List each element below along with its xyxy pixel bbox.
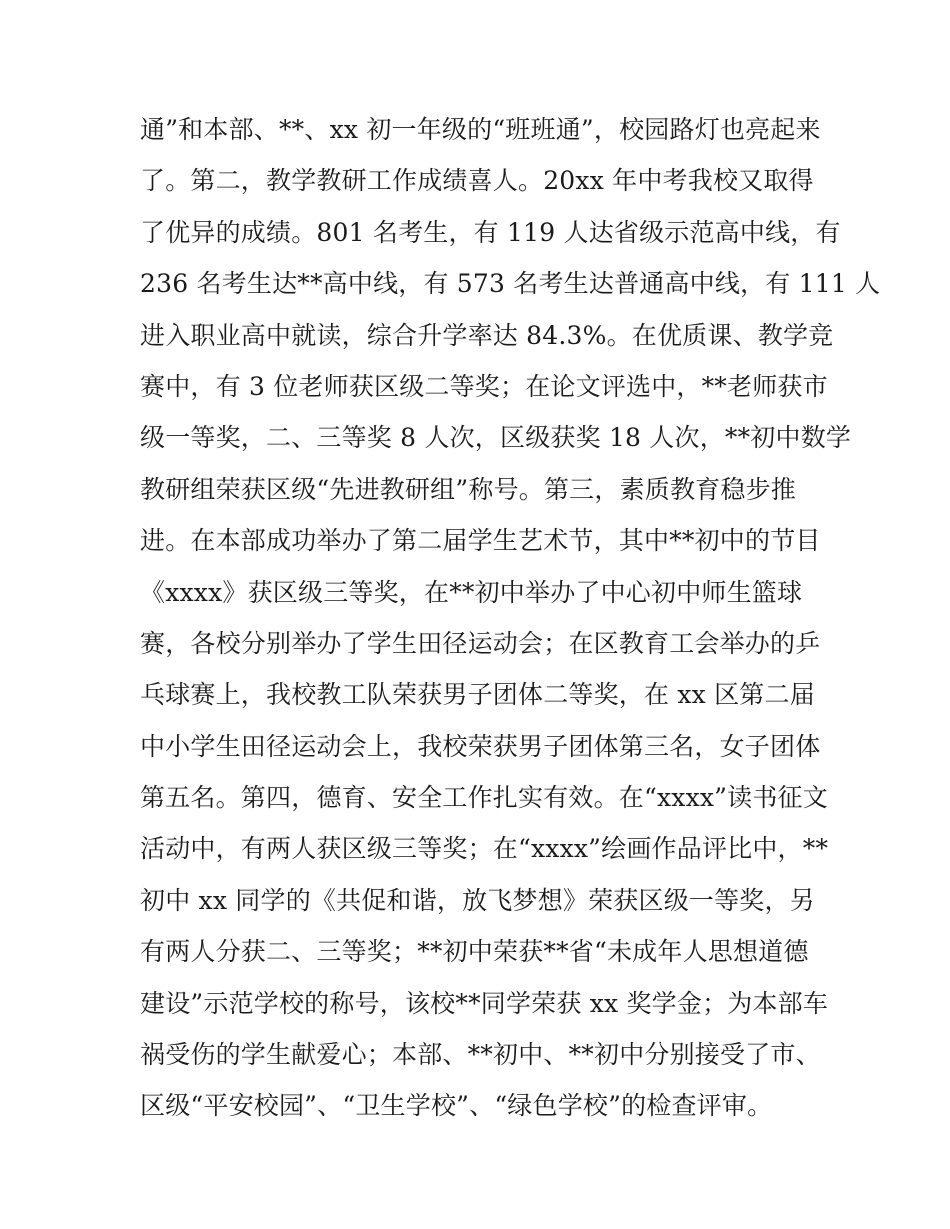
text-line: 祸受伤的学生献爱心；本部、**初中、**初中分别接受了市、 [140, 1040, 821, 1070]
text-line: 级一等奖，二、三等奖 8 人次，区级获奖 18 人次，**初中数学 [140, 423, 852, 453]
text-line: 建设”示范学校的称号，该校**同学荣获 xx 奖学金；为本部车 [140, 988, 829, 1018]
text-line: 236 名考生达**高中线，有 573 名考生达普通高中线，有 111 人 [140, 269, 881, 299]
text-line: 活动中，有两人获区级三等奖；在“xxxx”绘画作品评比中，** [140, 834, 829, 864]
text-line: 赛中，有 3 位老师获区级二等奖；在论文评选中，**老师获市 [140, 371, 828, 401]
text-line: 教研组荣获区级“先进教研组”称号。第三，素质教育稳步推 [140, 474, 796, 504]
text-line: 第五名。第四，德育、安全工作扎实有效。在“xxxx”读书征文 [140, 783, 828, 813]
text-line: 进入职业高中就读，综合升学率达 84.3%。在优质课、教学竞 [140, 320, 834, 350]
text-line: 区级“平安校园”、“卫生学校”、“绿色学校”的检查评审。 [140, 1091, 773, 1121]
text-line: 了。第二，教学教研工作成绩喜人。20xx 年中考我校又取得 [140, 166, 814, 196]
text-line: 中小学生田径运动会上，我校荣获男子团体第三名，女子团体 [140, 731, 821, 761]
text-line: 通”和本部、**、xx 初一年级的“班班通”，校园路灯也亮起来 [140, 115, 821, 144]
text-line: 进。在本部成功举办了第二届学生艺术节，其中**初中的节目 [140, 526, 821, 556]
text-line: 赛，各校分别举办了学生田径运动会；在区教育工会举办的乒 [140, 628, 821, 658]
text-line: 《xxxx》获区级三等奖，在**初中举办了中心初中师生篮球 [140, 577, 803, 607]
text-line: 初中 xx 同学的《共促和谐，放飞梦想》荣获区级一等奖，另 [140, 885, 815, 915]
body-paragraph [140, 104, 881, 1132]
text-line: 有两人分获二、三等奖；**初中荣获**省“未成年人思想道德 [140, 937, 809, 967]
text-line: 乓球赛上，我校教工队荣获男子团体二等奖，在 xx 区第二届 [140, 680, 815, 710]
text-line: 了优异的成绩。801 名考生，有 119 人达省级示范高中线，有 [140, 217, 841, 247]
